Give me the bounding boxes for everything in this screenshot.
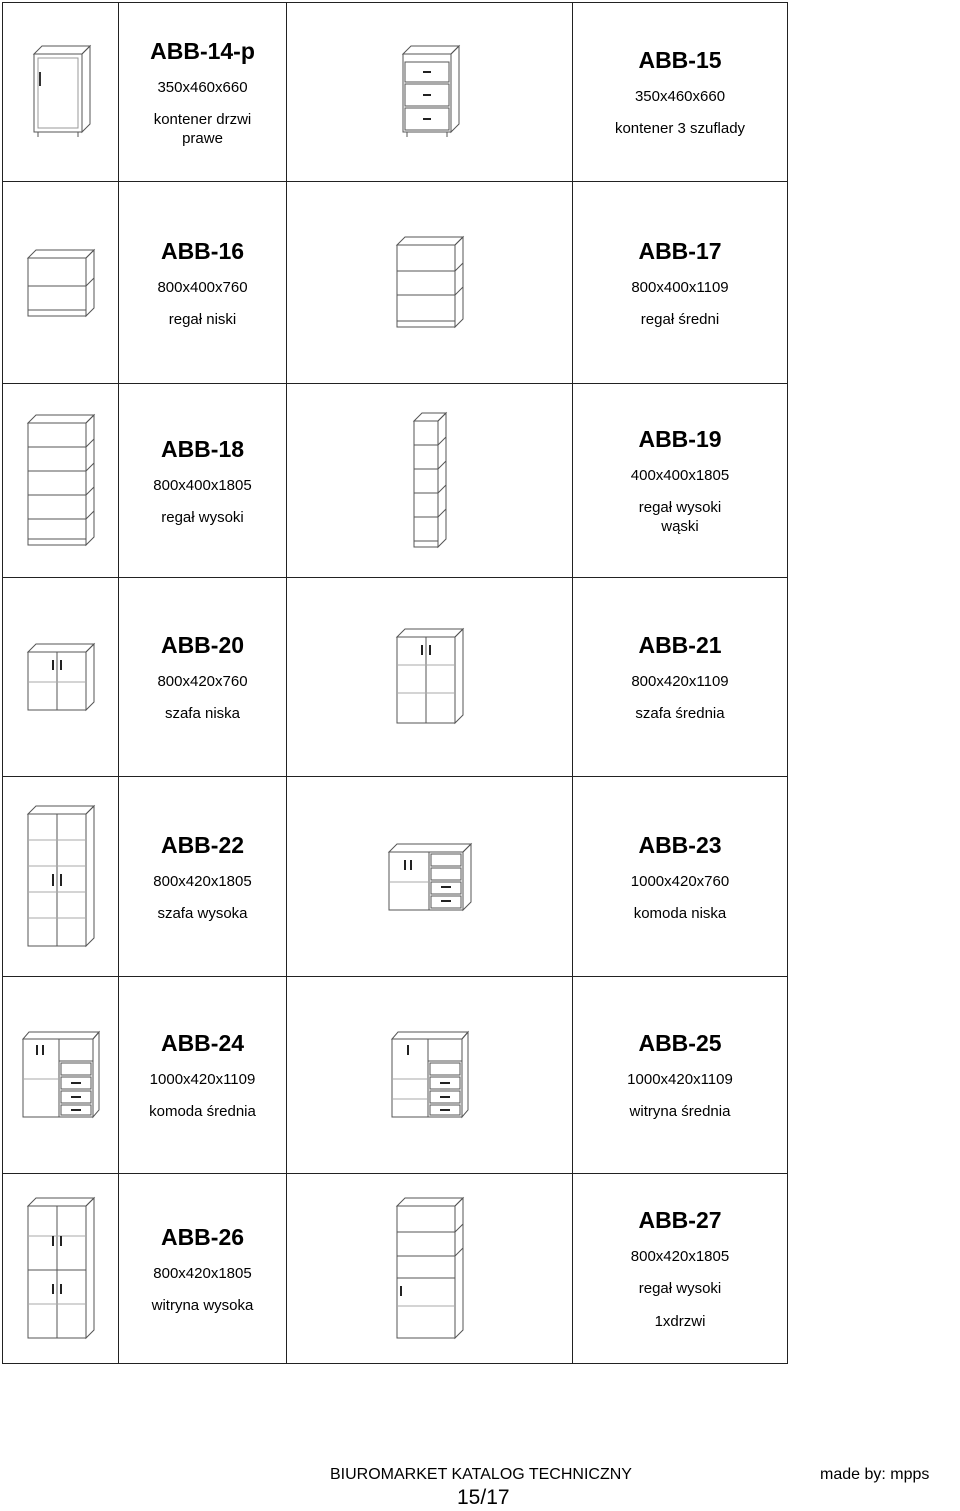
product-dimensions: 800x400x760 [157,278,248,296]
product-dimensions: 800x420x1805 [153,872,252,890]
product-info-cell [119,977,287,1174]
product-description: kontener 3 szuflady [614,120,746,137]
product-dimensions: 400x400x1805 [630,467,730,484]
product-code: ABB-17 [638,237,722,264]
product-dimensions: 1000x420x1109 [149,1071,256,1088]
medium-dresser-icon [19,1029,103,1121]
product-code: ABB-26 [160,1223,245,1250]
product-image-cell [287,3,573,182]
catalog-row [3,777,788,977]
tall-shelf-one-door-icon [393,1196,467,1342]
product-dimensions: 800x420x1805 [153,1264,252,1282]
product-description-line2: wąski [661,518,699,535]
product-code: ABB-18 [160,435,245,462]
product-image-cell [287,777,573,977]
catalog-table [2,2,788,1364]
product-info-cell [573,384,788,578]
product-info-cell [573,182,788,384]
product-image-cell [3,977,119,1174]
container-drawers-icon [395,42,465,142]
product-code: ABB-22 [160,831,245,858]
product-dimensions: 800x400x1805 [153,476,252,494]
product-image-cell [3,777,119,977]
tall-shelf-icon [24,413,98,549]
product-image-cell [287,182,573,384]
product-description: regał średni [640,310,720,328]
product-code: ABB-24 [160,1030,245,1056]
medium-cabinet-icon [393,627,467,727]
product-description-line2: prawe [182,129,223,147]
catalog-row [3,977,788,1174]
catalog-row [3,182,788,384]
page-number: 15/17 [457,1486,510,1509]
product-code: ABB-27 [638,1207,722,1233]
product-description: kontener drzwi [153,110,252,128]
product-description-line2: 1xdrzwi [654,1313,706,1330]
product-code: ABB-19 [638,426,722,452]
catalog-row [3,1174,788,1364]
product-dimensions: 350x460x660 [157,78,248,96]
medium-shelf-icon [393,235,467,331]
product-code: ABB-14-p [150,37,255,64]
product-info-cell [573,977,788,1174]
product-description: regał niski [168,310,237,328]
product-info-cell [119,1174,287,1364]
product-code: ABB-23 [638,831,722,858]
tall-showcase-icon [24,1196,98,1342]
product-info-cell [119,384,287,578]
product-info-cell [573,777,788,977]
product-info-cell [119,578,287,777]
product-code: ABB-15 [638,47,722,73]
product-image-cell [287,1174,573,1364]
product-image-cell [3,182,119,384]
tall-cabinet-icon [24,804,98,950]
product-description: szafa niska [164,705,241,722]
product-image-cell [3,578,119,777]
product-image-cell [287,578,573,777]
product-description: szafa średnia [635,705,725,722]
product-description: witryna średnia [629,1103,731,1120]
product-info-cell [573,578,788,777]
product-info-cell [573,3,788,182]
product-dimensions: 1000x420x1109 [627,1071,733,1088]
product-info-cell [119,777,287,977]
low-dresser-icon [385,840,475,914]
catalog-footer-title: BIUROMARKET KATALOG TECHNICZNY [330,1466,632,1483]
product-code: ABB-21 [638,632,722,658]
product-description: szafa wysoka [157,904,248,922]
product-code: ABB-20 [160,632,245,658]
product-image-cell [3,3,119,182]
product-info-cell [573,1174,788,1364]
product-info-cell [119,182,287,384]
product-image-cell [3,1174,119,1364]
product-description: witryna wysoka [151,1296,254,1314]
catalog-row [3,578,788,777]
product-description: komoda niska [633,904,727,922]
low-cabinet-icon [24,640,98,714]
product-description: regał wysoki [638,499,722,516]
product-dimensions: 800x420x760 [157,673,248,690]
footer-author: made by: mpps [820,1466,930,1483]
catalog-row [3,384,788,578]
product-dimensions: 800x420x1109 [631,673,729,690]
product-dimensions: 1000x420x760 [630,872,730,890]
product-image-cell [3,384,119,578]
product-description: regał wysoki [638,1280,722,1297]
container-door-icon [26,42,96,142]
medium-showcase-icon [388,1029,472,1121]
product-code: ABB-25 [638,1030,722,1056]
product-dimensions: 800x420x1805 [630,1248,730,1265]
product-description: komoda średnia [149,1103,256,1120]
product-code: ABB-16 [160,237,245,264]
product-image-cell [287,977,573,1174]
product-description: regał wysoki [161,508,244,526]
low-shelf-icon [24,246,98,320]
product-image-cell [287,384,573,578]
product-dimensions: 800x400x1109 [631,278,729,296]
tall-narrow-shelf-icon [410,411,450,551]
catalog-row [3,3,788,182]
product-dimensions: 350x460x660 [634,88,726,105]
product-info-cell [119,3,287,182]
